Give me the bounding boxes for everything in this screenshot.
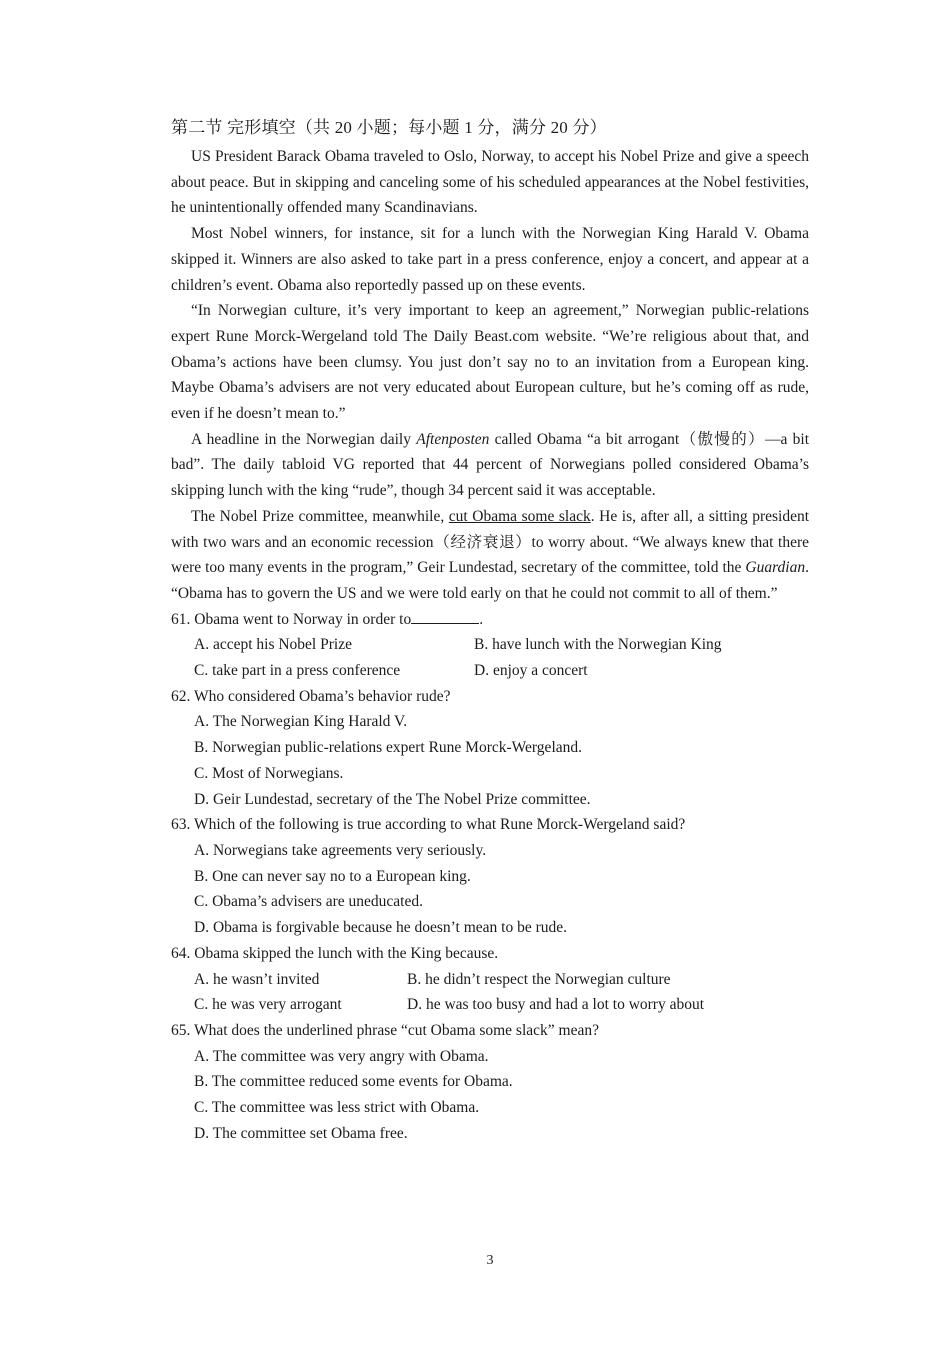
question-64-option-c: C. he was very arrogant [194,996,342,1014]
question-63-option-a: A. Norwegians take agreements very seriously. [194,841,487,859]
question-65-stem: 65. What does the underlined phrase “cut Obama some slack” mean? [171,1021,599,1039]
passage-paragraph-1: US President Barack Obama traveled to Oslo, Norway, to accept his Nobel Prize and give a speech about peace. But in skipping and canceling some of his scheduled appearances at the Nobel festivities, he unintentionally offended many Scandinavians. [171,148,809,217]
question-62-option-b: B. Norwegian public-relations expert Rune Morck-Wergeland. [194,739,582,757]
question-62-stem: 62. Who considered Obama’s behavior rude? [171,687,451,705]
answer-blank [411,608,479,624]
newspaper-name-aftenposten: Aftenposten [416,430,490,448]
paragraph-5-text-end: . “Obama has to govern the US and we were told early on that he could not commit to all of them.” [171,559,809,602]
newspaper-name-guardian: Guardian [745,559,806,577]
question-63-option-d: D. Obama is forgivable because he doesn’t mean to be rude. [194,919,568,937]
question-61-option-a: A. accept his Nobel Prize [194,636,352,654]
question-64-option-b: B. he didn’t respect the Norwegian culture [407,970,671,988]
question-64-option-a: A. he wasn’t invited [194,970,320,988]
passage-paragraph-5 [171,504,809,607]
paragraph-5-text-start: The Nobel Prize committee, meanwhile, [191,507,449,525]
question-61-option-d: D. enjoy a concert [474,662,588,680]
question-64-options-row-2 [194,992,809,1018]
question-61-text: 61. Obama went to Norway in order to [171,610,412,628]
question-65-option-d: D. The committee set Obama free. [194,1124,408,1142]
question-63-option-c: C. Obama’s advisers are uneducated. [194,893,423,911]
question-61-period: . [479,610,484,628]
question-63-stem: 63. Which of the following is true according to what Rune Morck-Wergeland said? [171,816,686,834]
question-64-stem: 64. Obama skipped the lunch with the King because. [171,944,499,962]
question-62-option-a: A. The Norwegian King Harald V. [194,713,408,731]
question-65-option-a: A. The committee was very angry with Obama. [194,1047,489,1065]
section-title: 第二节 完形填空（共 20 小题；每小题 1 分，满分 20 分） [171,118,607,137]
question-62-option-c: C. Most of Norwegians. [194,764,344,782]
passage-paragraph-2: Most Nobel winners, for instance, sit for a lunch with the Norwegian King Harald V. Obama skipped it. Winners are also asked to take part in a press conference, enjoy a concert, and appear at a children’s event. Obama also reportedly passed up on these events. [171,225,809,294]
underlined-phrase: cut Obama some slack [448,507,591,525]
question-61-options-row-2 [194,658,809,684]
question-63-option-b: B. One can never say no to a European king. [194,867,471,885]
question-61-option-b: B. have lunch with the Norwegian King [474,636,722,654]
question-65-option-b: B. The committee reduced some events for Obama. [194,1073,513,1091]
question-64-options-row-1 [194,967,809,993]
question-61-option-c: C. take part in a press conference [194,662,401,680]
question-64-option-d: D. he was too busy and had a lot to worry about [407,996,705,1014]
exam-page-content [171,113,809,1146]
passage-paragraph-4 [171,427,809,504]
question-61-options-row-1 [194,632,809,658]
question-61-stem [171,607,809,633]
page-number: 3 [486,1253,494,1268]
passage-paragraph-3: “In Norwegian culture, it’s very important to keep an agreement,” Norwegian public-relations expert Rune Morck-Wergeland told The Daily Beast.com website. “We’re religious about that, and Obama’s actions have been clumsy. You just don’t say no to an invitation from a European king. Maybe Obama’s advisers are not very educated about European culture, but he’s coming off as rude, even if he doesn’t mean to.” [171,302,809,423]
paragraph-5-text-middle: . He is, after all, a sitting president with two wars and an economic recession（经济衰退）to worry about. “We always knew that there were too many events in the program,” Geir Lundestad, secretary of the committee, told the [171,507,810,577]
question-65-option-c: C. The committee was less strict with Obama. [194,1099,480,1117]
paragraph-4-text-start: A headline in the Norwegian daily [191,430,417,448]
paragraph-4-text-end: called Obama “a bit arrogant（傲慢的）—a bit bad”. The daily tabloid VG reported that 44 percent of Norwegians polled considered Obama’s skipping lunch with the king “rude”, though 34 percent said it was acceptable. [171,430,809,500]
question-62-option-d: D. Geir Lundestad, secretary of the The Nobel Prize committee. [194,790,591,808]
